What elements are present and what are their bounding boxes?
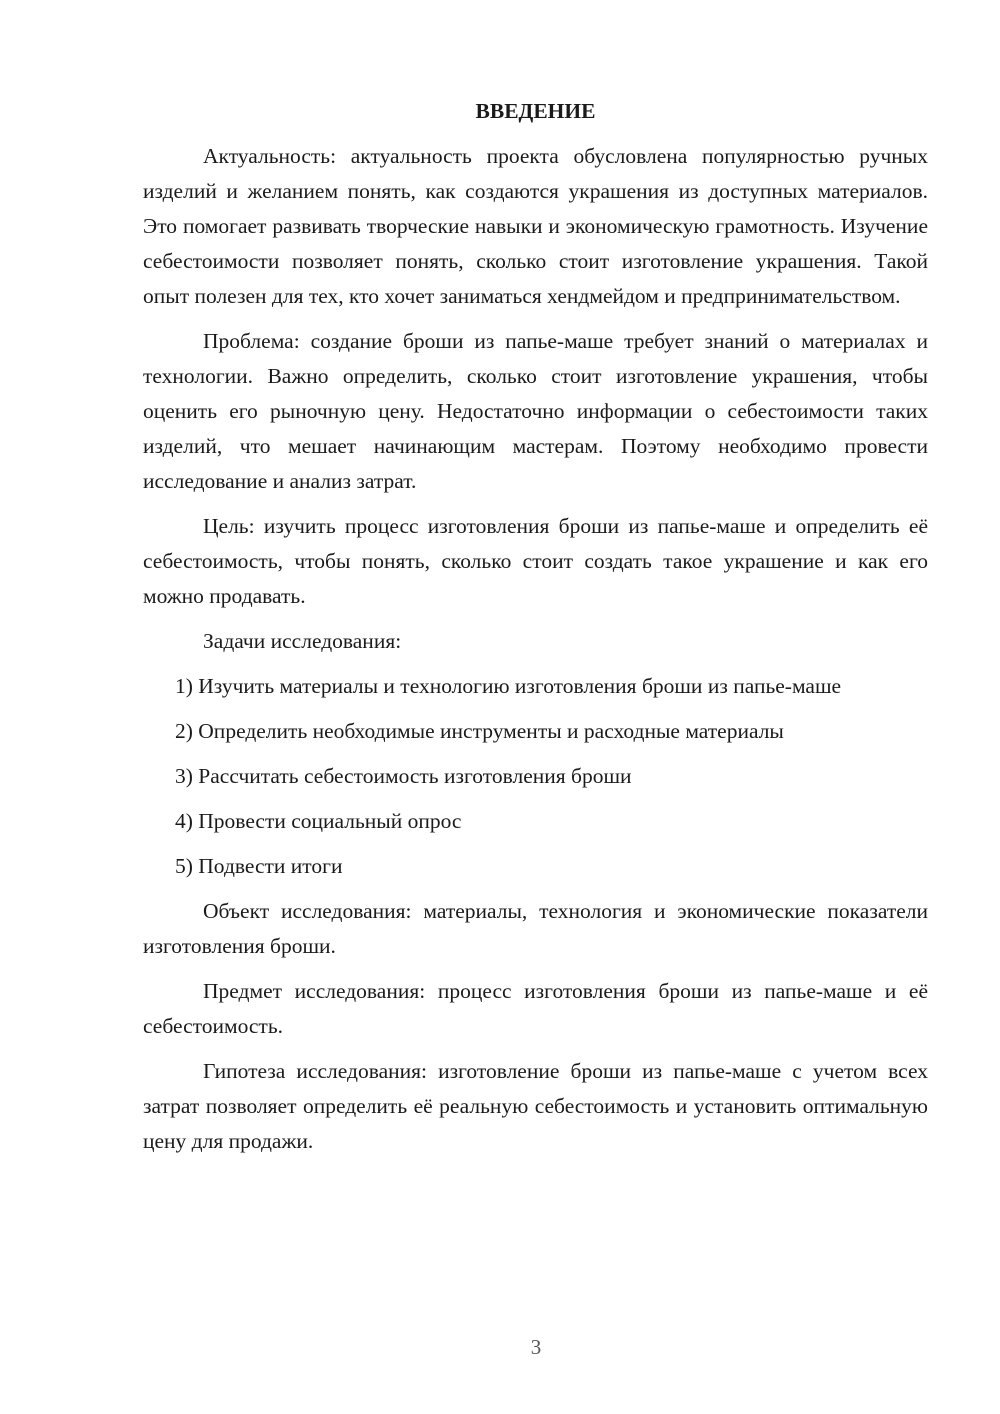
task-item-2: 2) Определить необходимые инструменты и расходные материалы xyxy=(175,719,784,743)
task-item-5: 5) Подвести итоги xyxy=(175,854,343,878)
task-item-4: 4) Провести социальный опрос xyxy=(175,809,462,833)
object-paragraph: Объект исследования: материалы, технология и экономические показатели изготовления броши. xyxy=(143,899,928,958)
tasks-title: Задачи исследования: xyxy=(203,629,402,653)
hypothesis-paragraph: Гипотеза исследования: изготовление броши из папье-маше с учетом всех затрат позволяет определить её реальную себестоимость и установить оптимальную цену для продажи. xyxy=(143,1059,928,1153)
task-item-3: 3) Рассчитать себестоимость изготовления броши xyxy=(175,764,632,788)
goal-paragraph: Цель: изучить процесс изготовления броши из папье-маше и определить её себестоимость, чтобы понять, сколько стоит создать такое украшение и как его можно продавать. xyxy=(143,514,928,608)
page-content xyxy=(143,96,928,1169)
problem-paragraph: Проблема: создание броши из папье-маше требует знаний о материалах и технологии. Важно определить, сколько стоит изготовление украшения, чтобы оценить его рыночную цену. Недостаточно информации о себестоимости таких изделий, что мешает начинающим мастерам. Поэтому необходимо провести исследование и анализ затрат. xyxy=(143,329,928,493)
relevance-paragraph: Актуальность: актуальность проекта обусловлена популярностью ручных изделий и желанием понять, как создаются украшения из доступных материалов. Это помогает развивать творческие навыки и экономическую грамотность. Изучение себестоимости позволяет понять, сколько стоит изготовление украшения. Такой опыт полезен для тех, кто хочет заниматься хендмейдом и предпринимательством. xyxy=(143,144,928,308)
subject-paragraph: Предмет исследования: процесс изготовления броши из папье-маше и её себестоимость. xyxy=(143,979,928,1038)
page-number: 3 xyxy=(530,1335,542,1359)
task-item-1: 1) Изучить материалы и технологию изготовления броши из папье-маше xyxy=(175,674,842,698)
section-heading: ВВЕДЕНИЕ xyxy=(475,99,596,123)
